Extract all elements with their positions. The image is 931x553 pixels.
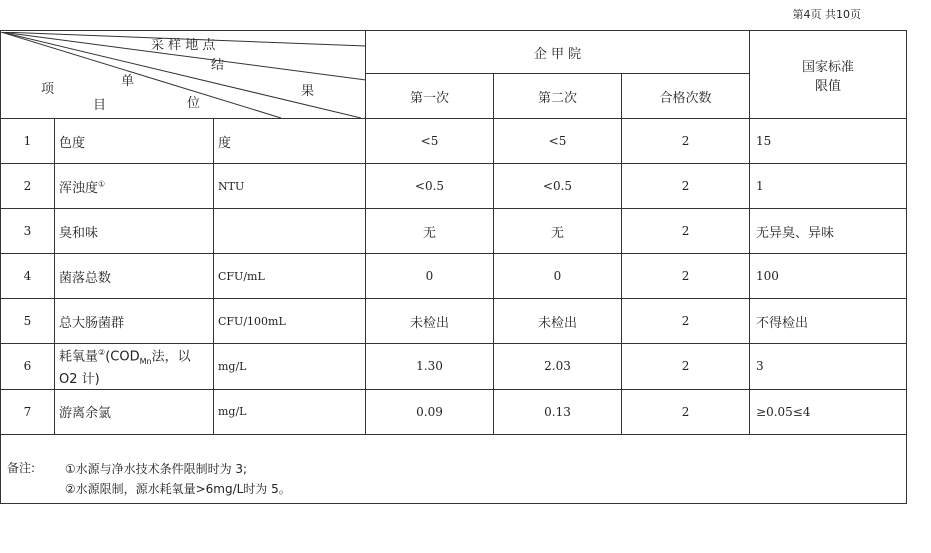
row-item-text: 耗氧量 [59, 349, 99, 365]
diag-sampling-site: 采 样 地 点 [151, 37, 216, 53]
row-pass: 2 [622, 209, 750, 254]
note-line-2: ②水源限制，源水耗氧量>6mg/L时为 5。 [64, 481, 291, 496]
row-first: 0.09 [366, 389, 494, 434]
row-first: <0.5 [366, 164, 494, 209]
row-no: 5 [1, 299, 55, 344]
row-item-line2: O2 计) [59, 371, 100, 387]
row-std: 不得检出 [750, 299, 907, 344]
row-pass: 2 [622, 389, 750, 434]
row-item: 臭和味 [55, 209, 214, 254]
row-second: 0.13 [494, 389, 622, 434]
row-pass: 2 [622, 119, 750, 164]
table-row [1, 344, 907, 390]
row-no: 1 [1, 119, 55, 164]
row-second: 无 [494, 209, 622, 254]
row-item: 游离余氯 [55, 389, 214, 434]
row-item-text: 浑浊度 [59, 180, 99, 196]
water-quality-table [0, 30, 907, 504]
table-row [1, 389, 907, 434]
row-pass: 2 [622, 164, 750, 209]
row-first: 1.30 [366, 344, 494, 390]
notes-row [1, 434, 907, 503]
footnote-marker: ② [98, 348, 106, 357]
row-second: 2.03 [494, 344, 622, 390]
page-number: 第4页 共10页 [792, 8, 861, 21]
row-item [55, 344, 214, 390]
col-first: 第一次 [366, 74, 494, 119]
table-row [1, 299, 907, 344]
row-no: 2 [1, 164, 55, 209]
notes-cell [1, 434, 907, 503]
note-line-1: ①水源与净水技术条件限制时为 3; [64, 461, 248, 476]
diag-unit2: 位 [187, 95, 201, 111]
row-std: 15 [750, 119, 907, 164]
diag-item2: 目 [93, 97, 107, 113]
row-std: 100 [750, 254, 907, 299]
row-unit: mg/L [214, 344, 366, 390]
row-unit: CFU/mL [214, 254, 366, 299]
site-header: 企 甲 院 [366, 31, 750, 74]
row-no: 4 [1, 254, 55, 299]
row-pass: 2 [622, 254, 750, 299]
row-no: 7 [1, 389, 55, 434]
table-row [1, 254, 907, 299]
diag-item1: 项 [41, 81, 55, 97]
col-pass: 合格次数 [622, 74, 750, 119]
col-second: 第二次 [494, 74, 622, 119]
row-first: 无 [366, 209, 494, 254]
diagonal-header-cell [1, 31, 366, 119]
row-item-rest2: 法，以 [151, 349, 191, 365]
row-first: 未检出 [366, 299, 494, 344]
row-unit: mg/L [214, 389, 366, 434]
row-std: 无异臭、异味 [750, 209, 907, 254]
diag-result: 结 [211, 57, 225, 73]
diag-result2: 果 [301, 83, 315, 99]
row-second: 0 [494, 254, 622, 299]
diag-unit1: 单 [121, 73, 135, 89]
row-item: 色度 [55, 119, 214, 164]
row-unit [214, 209, 366, 254]
row-unit: 度 [214, 119, 366, 164]
row-second: <5 [494, 119, 622, 164]
row-item [55, 164, 214, 209]
notes-label: 备注: [7, 460, 36, 475]
row-unit: NTU [214, 164, 366, 209]
standard-header-line1: 国家标准 [802, 59, 855, 75]
row-std: ≥0.05≤4 [750, 389, 907, 434]
row-pass: 2 [622, 344, 750, 390]
report-table-wrapper [0, 30, 907, 504]
row-item: 菌落总数 [55, 254, 214, 299]
table-row [1, 164, 907, 209]
row-no: 3 [1, 209, 55, 254]
row-first: 0 [366, 254, 494, 299]
footnote-marker: ① [98, 179, 106, 189]
standard-header [750, 31, 907, 119]
row-item-sub: Mn [139, 356, 152, 366]
row-item-rest1: (COD [105, 349, 140, 365]
row-std: 1 [750, 164, 907, 209]
row-second: <0.5 [494, 164, 622, 209]
row-first: <5 [366, 119, 494, 164]
row-no: 6 [1, 344, 55, 390]
table-row [1, 209, 907, 254]
row-item: 总大肠菌群 [55, 299, 214, 344]
row-second: 未检出 [494, 299, 622, 344]
standard-header-line2: 限值 [815, 78, 842, 94]
row-pass: 2 [622, 299, 750, 344]
row-unit: CFU/100mL [214, 299, 366, 344]
row-std: 3 [750, 344, 907, 390]
table-row [1, 119, 907, 164]
